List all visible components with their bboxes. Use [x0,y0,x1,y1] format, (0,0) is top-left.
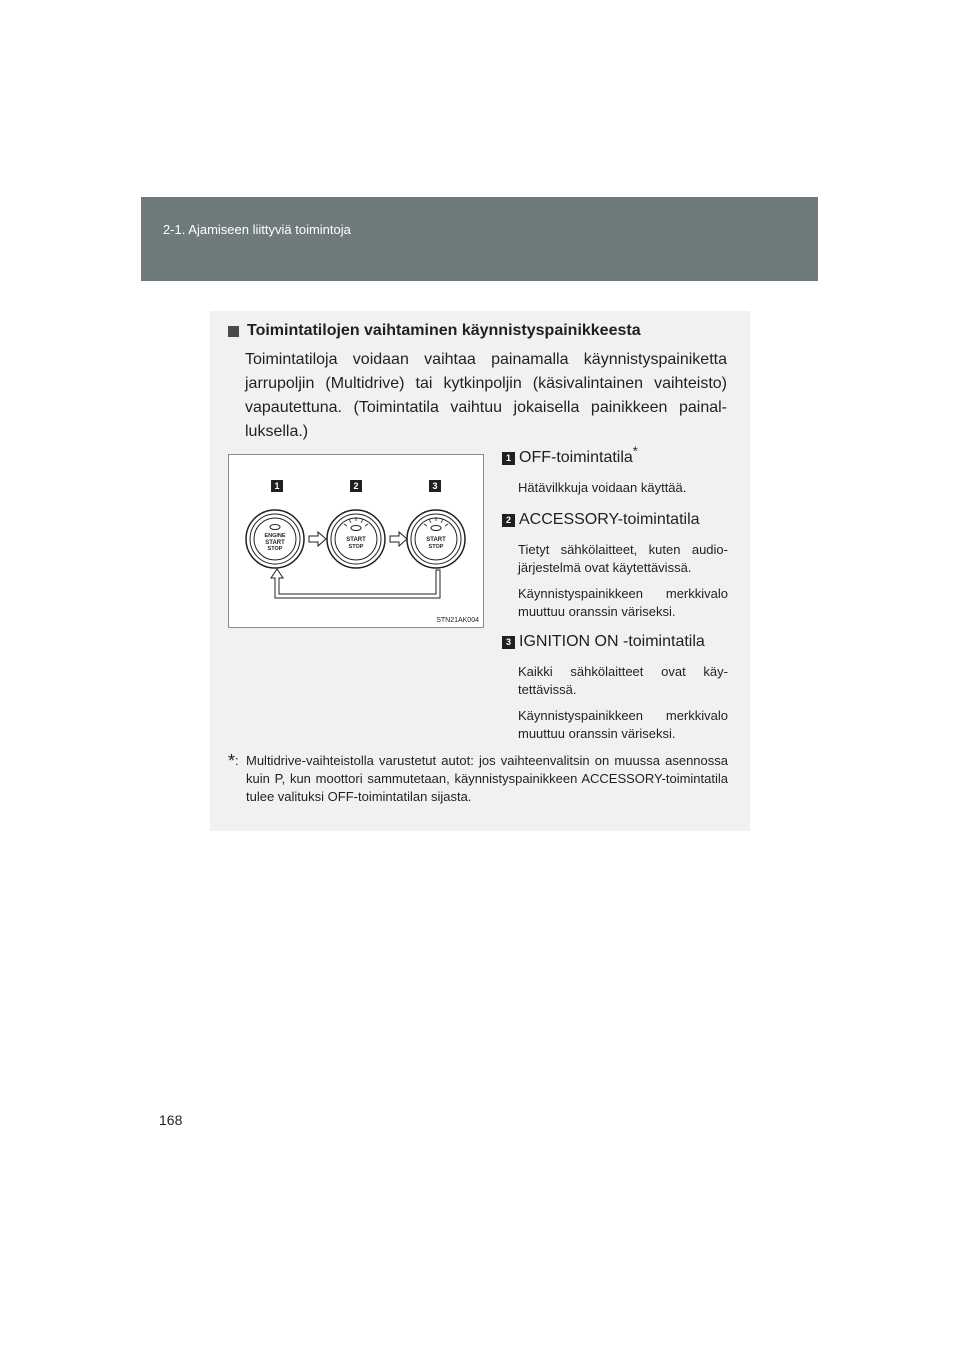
svg-text:START: START [265,540,285,546]
figure-code: STN21AK004 [436,617,479,624]
mode-list [502,443,728,743]
engine-start-button-off-icon [246,510,304,568]
illustration-svg [229,455,483,627]
mode-ignition-on [502,631,728,743]
mode-number-badge: 1 [502,452,515,465]
info-box [210,311,750,831]
mode-title: IGNITION ON -toimintatila [519,633,705,650]
page-number: 168 [159,1112,183,1128]
footnote [228,752,728,806]
label-1-icon [271,480,283,492]
label-3-icon [429,480,441,492]
mode-description: Käynnistyspainikkeen merkkivalo muuttuu oranssin väriseksi. [518,708,728,741]
mode-number-badge: 3 [502,636,515,649]
arrow-right-icon [309,532,326,546]
svg-text:STOP: STOP [348,544,364,550]
label-2-icon [350,480,362,492]
label-1: 1 [274,481,280,491]
label-2: 2 [353,481,359,491]
label-3: 3 [432,481,438,491]
svg-text:START: START [426,537,446,543]
box-title [228,322,641,340]
svg-text:STOP: STOP [428,544,444,550]
asterisk-icon: * [632,443,638,459]
section-title: 2-1. Ajamiseen liittyviä toimintoja [163,222,351,237]
intro-paragraph: Toimintatiloja voidaan vaihtaa painamalla käynnistyspainiketta jarrupoljin (Multidrive) tai kytkinpoljin (käsivalintainen vaihteisto) vapautettuna. (Toimintatila vaihtuu jokaisella painikkeen painalluksella.) [245,351,727,440]
footnote-text: Multidrive-vaihteistolla varustetut autot: jos vaihteenvalitsin on muussa asennossa kuin P, kun moottori sammutetaan, käynnistyspainikkeen ACCESSORY-toimintatila tulee valituksi OFF-toimintatilan sijasta. [246,753,728,804]
mode-title: OFF-toimintatila* [519,443,638,466]
mode-number-badge: 2 [502,514,515,527]
mode-title: ACCESSORY-toimintatila [519,511,700,528]
svg-text:STOP: STOP [267,546,283,552]
mode-off [502,443,728,497]
footnote-mark: *: [228,751,239,771]
arrow-right-icon [390,532,407,546]
square-bullet-icon [228,326,239,337]
start-button-ignition-on-icon [407,510,465,568]
svg-text:START: START [346,537,366,543]
box-title-text: Toimintatilojen vaihtaminen käynnistyspainikkeesta [247,322,641,339]
mode-description: Hätävilkkuja voidaan käyttää. [518,480,687,495]
mode-description: Kaikki sähkölaitteet ovat käytettävissä. [518,664,728,697]
start-button-illustration [228,454,484,628]
return-arrow-icon [271,569,440,598]
svg-text:ENGINE: ENGINE [264,533,286,539]
start-button-accessory-icon [327,510,385,568]
mode-description: Käynnistyspainikkeen merkkivalo muuttuu oranssin väriseksi. [518,586,728,619]
mode-accessory [502,509,728,621]
section-header-bar [141,197,818,281]
mode-description: Tietyt sähkölaitteet, kuten audiojärjestelmä ovat käytettävissä. [518,542,728,575]
